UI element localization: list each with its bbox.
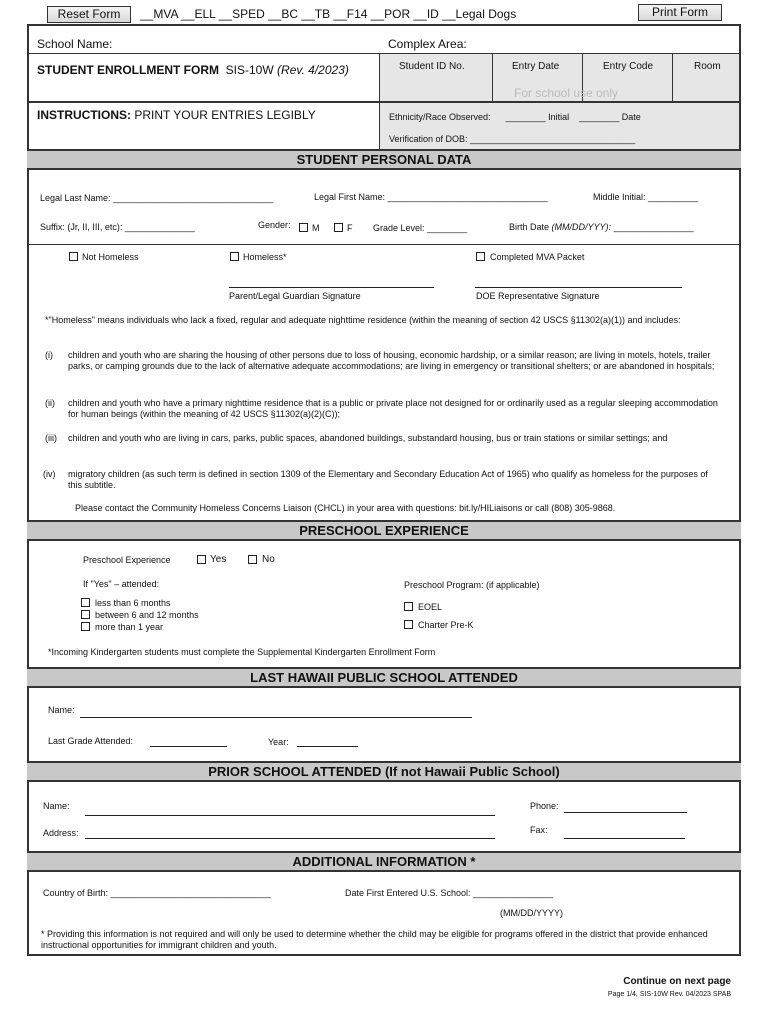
additional-note: * Providing this information is not required and will only be used to determine whether the child may be eligible for programs offered in the district that provide enhanced instructional opportunities for immigrant children and youth. [41, 929, 708, 950]
prior-address-field[interactable] [85, 838, 495, 839]
gender-f-label: F [347, 223, 353, 233]
gender-m-checkbox[interactable] [299, 223, 308, 232]
item-text-iv: migratory children (as such term is defined in section 1309 of the Elementary and Secondary Education Act of 1965) who qualify as homeless for the purposes of this subtitle. [68, 469, 708, 490]
form-title: STUDENT ENROLLMENT FORM SIS-10W (Rev. 4/2023) [37, 63, 349, 77]
eoel-checkbox[interactable] [404, 602, 413, 611]
section-student-personal-data: STUDENT PERSONAL DATA [27, 149, 741, 170]
item-num-ii: (ii) [45, 398, 55, 408]
print-form-button[interactable]: Print Form [638, 4, 722, 21]
item-num-i: (i) [45, 350, 53, 360]
eoel-label: EOEL [418, 602, 443, 612]
prior-phone-label: Phone: [530, 801, 559, 811]
prior-phone-field[interactable] [564, 812, 687, 813]
preschool-yes-label: Yes [210, 554, 227, 565]
item-num-iii: (iii) [45, 433, 57, 443]
item-text-ii: children and youth who have a primary nighttime residence that is a public or private place not designed for or ordinarily used as a regular sleeping accommodation for human beings (within the meaning of 42 USCS §11302(a)(2)(C)); [68, 398, 718, 419]
homeless-definition: *"Homeless" means individuals who lack a fixed, regular and adequate nighttime residence (within the meaning of section 42 USCS §11302(a)(1)) and includes: [45, 315, 681, 325]
gender-m-label: M [312, 223, 320, 233]
last-year-label: Year: [268, 737, 289, 747]
reset-form-button[interactable]: Reset Form [47, 6, 131, 23]
section-preschool-experience: PRESCHOOL EXPERIENCE [27, 520, 741, 541]
last-school-name-label: Name: [48, 705, 75, 715]
last-grade-field[interactable] [150, 746, 227, 747]
country-of-birth-field[interactable]: Country of Birth: ________________________________ [43, 888, 271, 898]
mva-packet-label: Completed MVA Packet [490, 252, 585, 262]
student-id-header: Student ID No. [399, 61, 465, 72]
section-prior-school: PRIOR SCHOOL ATTENDED (If not Hawaii Public School) [27, 761, 741, 782]
middle-initial-field[interactable]: Middle Initial: __________ [593, 192, 699, 202]
guardian-signature-line[interactable] [229, 287, 434, 288]
school-name-label: School Name: [37, 37, 113, 51]
prior-address-label: Address: [43, 828, 79, 838]
birth-date-field[interactable]: Birth Date (MM/DD/YYY): ________________ [509, 222, 694, 232]
prior-name-field[interactable] [85, 815, 495, 816]
grade-level-field[interactable]: Grade Level: ________ [373, 223, 468, 233]
prior-fax-label: Fax: [530, 825, 548, 835]
legal-last-name-field[interactable]: Legal Last Name: ________________________________ [40, 193, 274, 203]
chcl-contact: Please contact the Community Homeless Concerns Liaison (CHCL) in your area with questions: bit.ly/HILiaisons or call (808) 305-9868. [75, 503, 616, 513]
prior-name-label: Name: [43, 801, 70, 811]
last-year-field[interactable] [297, 746, 358, 747]
gender-f-checkbox[interactable] [334, 223, 343, 232]
homeless-checkbox[interactable] [230, 252, 239, 261]
not-homeless-checkbox[interactable] [69, 252, 78, 261]
more-1-year-label: more than 1 year [95, 622, 164, 632]
dob-verification: Verification of DOB: _________________________________ [389, 134, 636, 144]
preschool-experience-label: Preschool Experience [83, 555, 171, 565]
date-first-entered-field[interactable]: Date First Entered U.S. School: ________________ [345, 888, 554, 898]
mva-packet-checkbox[interactable] [476, 252, 485, 261]
room-header: Room [694, 61, 721, 72]
doe-signature-label: DOE Representative Signature [476, 291, 600, 301]
complex-area-label: Complex Area: [388, 37, 467, 51]
more-1-year-checkbox[interactable] [81, 622, 90, 631]
preschool-no-label: No [262, 554, 275, 565]
prior-fax-field[interactable] [564, 838, 685, 839]
doe-signature-line[interactable] [475, 287, 682, 288]
last-grade-label: Last Grade Attended: [48, 736, 134, 746]
less-6-months-checkbox[interactable] [81, 598, 90, 607]
legal-first-name-field[interactable]: Legal First Name: ________________________________ [314, 192, 548, 202]
page-footer: Page 1/4, SIS-10W Rev. 04/2023 SPAB [607, 991, 731, 998]
preschool-no-checkbox[interactable] [248, 555, 257, 564]
item-text-iii: children and youth who are living in cars, parks, public spaces, abandoned buildings, substandard housing, bus or train stations or similar settings; and [68, 433, 668, 443]
between-6-12-checkbox[interactable] [81, 610, 90, 619]
if-yes-attended-label: If "Yes" – attended: [83, 579, 160, 589]
charter-prek-label: Charter Pre-K [418, 620, 474, 630]
between-6-12-label: between 6 and 12 months [95, 610, 199, 620]
entry-date-header: Entry Date [512, 61, 560, 72]
entry-code-header: Entry Code [603, 61, 654, 72]
charter-prek-checkbox[interactable] [404, 620, 413, 629]
last-school-name-field[interactable] [80, 717, 472, 718]
less-6-months-label: less than 6 months [95, 598, 171, 608]
section-last-hawaii-school: LAST HAWAII PUBLIC SCHOOL ATTENDED [27, 667, 741, 688]
gender-label: Gender: [258, 220, 291, 230]
homeless-label: Homeless* [243, 252, 287, 262]
section-additional-info: ADDITIONAL INFORMATION * [27, 851, 741, 872]
kindergarten-note: *Incoming Kindergarten students must complete the Supplemental Kindergarten Enrollment Form [48, 647, 436, 657]
continue-next-page: Continue on next page [623, 976, 731, 987]
suffix-field[interactable]: Suffix: (Jr, II, III, etc): ______________ [40, 222, 195, 232]
not-homeless-label: Not Homeless [82, 252, 139, 262]
ethnicity-row: Ethnicity/Race Observed: ________ Initial ________ Date [389, 112, 641, 122]
school-use-watermark: For school use only [514, 86, 619, 100]
guardian-signature-label: Parent/Legal Guardian Signature [229, 291, 361, 301]
preschool-yes-checkbox[interactable] [197, 555, 206, 564]
item-num-iv: (iv) [43, 469, 56, 479]
item-text-i: children and youth who are sharing the housing of other persons due to loss of housing, economic hardship, or a similar reason; are living in motels, hotels, trailer parks, or camping grounds due to the lack of alternative adequate accommodations; are living in emergency or transitional shelters; or are abandoned in hospitals; [68, 350, 715, 371]
instructions: INSTRUCTIONS: PRINT YOUR ENTRIES LEGIBLY [37, 108, 316, 122]
date-format-hint: (MM/DD/YYYY) [500, 908, 563, 918]
preschool-program-label: Preschool Program: (if applicable) [404, 580, 540, 590]
program-flags: __MVA __ELL __SPED __BC __TB __F14 __POR __ID __Legal Dogs [140, 7, 517, 21]
